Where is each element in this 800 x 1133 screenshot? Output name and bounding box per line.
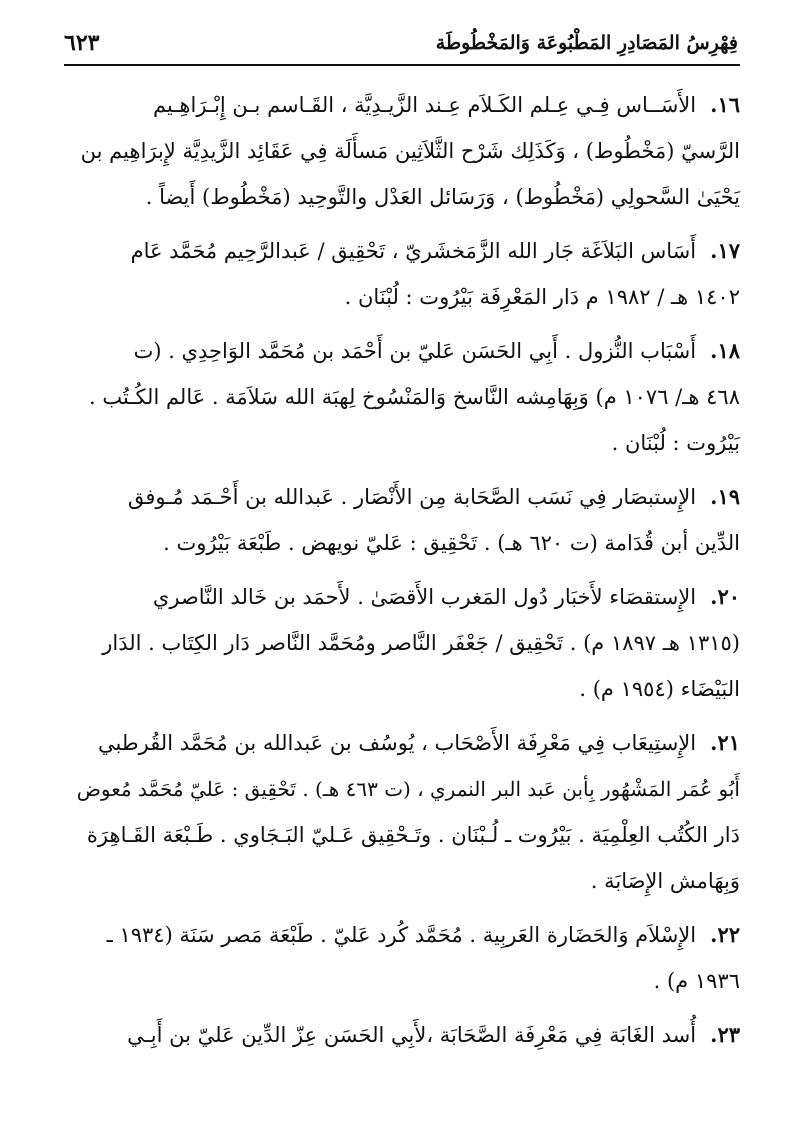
entry-line: ١٩٣٦ م) . [653, 969, 740, 993]
entry-line: الدِّين أبن قُدَامة (ت ٦٢٠ هـ) . تَحْقِيق : عَليّ نويهض . طَبْعَة بَيْرُوت . [163, 531, 740, 555]
entry-text: الإِستقصَاء لأَخبَار دُول المَغرب الأَقصَىٰ . لأَحمَد بن خَالد النَّاصري [152, 585, 697, 609]
entry-number: ١٧. [710, 238, 740, 263]
bibliography-entry-20 [64, 574, 740, 712]
entry-text: أَسَاس البَلاَغَة جَار الله الزَّمَخشَريّ ، تَحْقِيق / عَبدالرَّحِيم مُحَمَّد عَام [130, 239, 697, 263]
entry-text: أُسد الغَابَة فِي مَعْرِفَة الصَّحَابَة ،لأَبِي الحَسَن عِزّ الدِّين عَليّ بن أَبِـي [127, 1023, 697, 1047]
entry-number: ٢١. [710, 730, 740, 755]
entry-line: ٤٦٨ هـ/ ١٠٧٦ م) وَبِهَامِشه النَّاسخ وَالمَنْسُوخ لِهبَة الله سَلاَمَة . عَالم الكُـتُب . [88, 385, 740, 409]
entry-number: ١٨. [710, 338, 740, 363]
entry-text: الإِسْلاَم وَالحَضَارة العَربِية . مُحَمَّد كُرد عَليّ . طَبْعَة مَصر سَنَة (١٩٣٤ ـ [106, 923, 697, 947]
entry-line [64, 1012, 740, 1058]
entry-line: أَبُو عُمَر المَشْهُور بِأبن عَبد البر النمري ، (ت ٤٦٣ هـ) . تَحْقِيق : عَليّ مُحَمَّد مُعوض [76, 777, 740, 801]
entry-text: أَسْبَاب النُّزول . أَبِي الحَسَن عَليّ بن أَحْمَد بن مُحَمَّد الوَاحِدِي . (ت [133, 339, 697, 363]
entry-line: الرَّسيّ (مَخْطُوط) ، وَكَذَلِك شَرْح الثَّلاَثِين مَسأَلَة فِي عَقَائِد الزَّيدِيَّة لإِبرَاهِيم بن [80, 139, 740, 163]
bibliography-entry-23 [64, 1012, 740, 1058]
entry-number: ١٩. [710, 484, 740, 509]
entry-line [64, 912, 740, 958]
entry-line [64, 720, 740, 766]
entry-number: ١٦. [710, 92, 740, 117]
entry-line [64, 328, 740, 374]
entry-line: ١٤٠٢ هـ / ١٩٨٢ م دَار المَعْرِفَة بَيْرُوت : لُبْنَان . [344, 285, 740, 309]
bibliography-entry-17 [64, 228, 740, 320]
entry-number: ٢٢. [710, 922, 740, 947]
entry-line [64, 574, 740, 620]
bibliography-entry-16 [64, 82, 740, 220]
entry-line: البَيْضَاء (١٩٥٤ م) . [579, 677, 740, 701]
entry-number: ٢٣. [710, 1022, 740, 1047]
bibliography-entry-22 [64, 912, 740, 1004]
bibliography-list [64, 82, 740, 1066]
entry-line: (١٣١٥ هـ ١٨٩٧ م) . تَحْقِيق / جَعْفَر النَّاصر ومُحَمَّد النَّاصر دَار الكِتَاب . الدَار [102, 631, 740, 655]
page-header [64, 26, 740, 66]
entry-text: الأَسَــاس فِـي عِـلم الكَـلاَم عِـند الزَّيـدِيَّة ، القَـاسم بـن إِبْـرَاهِـيم [152, 93, 697, 117]
entry-line [64, 474, 740, 520]
entry-line: وَبِهَامش الإِصَابَة . [590, 869, 740, 893]
header-rule [64, 64, 740, 66]
entry-text: الإِستِيعَاب فِي مَعْرِفَة الأَصْحَاب ، يُوسُف بن عَبدالله بن مُحَمَّد القُرطبي [98, 731, 697, 755]
entry-text: الإِستبصَار فِي نَسَب الصَّحَابة مِن الأَنْصَار . عَبدالله بن أَحْـمَد مُـوفق [127, 485, 697, 509]
entry-line: دَار الكُتُب العِلْمِيَة . بَيْرُوت ـ لُـبْنَان . وتَـحْقِيق عَـليّ البَـجَاوي . طَـبْعَة القَـاهِرَة [86, 823, 740, 847]
bibliography-entry-19 [64, 474, 740, 566]
bibliography-entry-18 [64, 328, 740, 466]
entry-number: ٢٠. [710, 584, 740, 609]
running-title: فِهْرِسُ المَصَادِرِ المَطْبُوعَة وَالمَخْطُوطَة [435, 32, 738, 54]
document-page [64, 26, 740, 1116]
entry-line: يَحْيَىٰ السَّحولِي (مَخْطُوط) ، وَرَسَائل العَدْل والتَّوحِيد (مَخْطُوط) أَيضاً . [145, 185, 740, 209]
bibliography-entry-21 [64, 720, 740, 904]
page-number: ٦٢٣ [64, 30, 100, 56]
entry-line [64, 82, 740, 128]
entry-line [64, 228, 740, 274]
entry-line: بَيْرُوت : لُبْنَان . [611, 431, 740, 455]
